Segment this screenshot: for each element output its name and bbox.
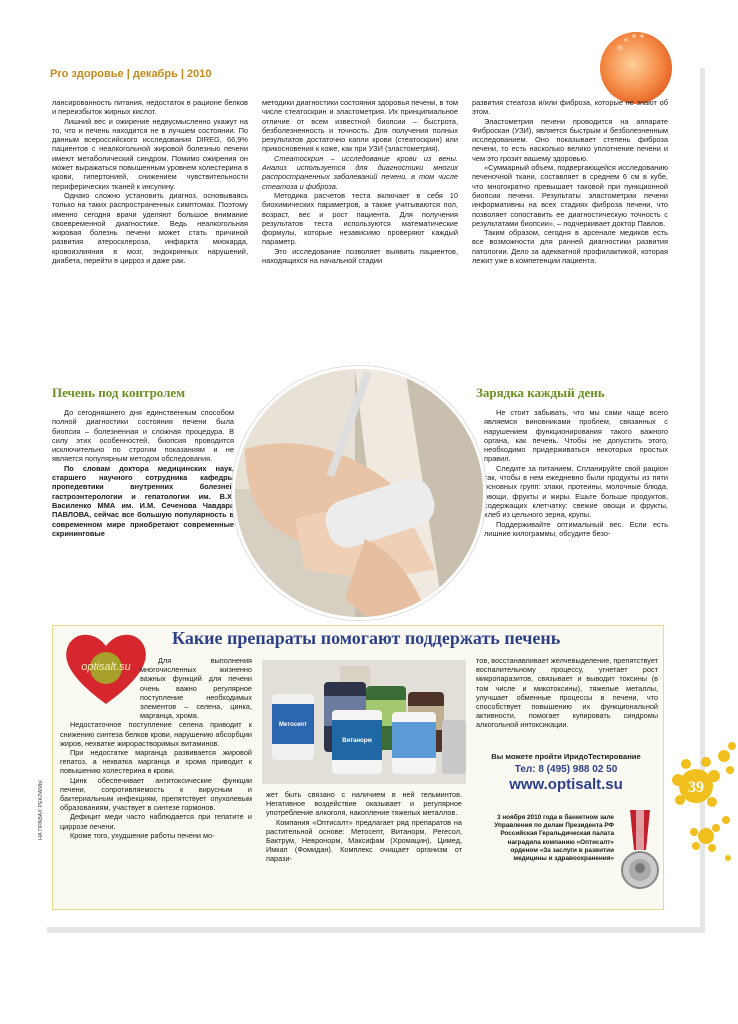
bottle-label-b: Витаноpм <box>342 738 372 744</box>
paragraph: Не стоит забывать, что мы сами чаще всего являемся виновниками проблем, связанных с нарушением функционирования такого важного органа, как печень. Чтобы не допустить этого, необходимо придерживаться некоторых простых правил. <box>484 408 668 464</box>
box-column-3 <box>476 656 658 730</box>
paragraph: жет быть связано с наличием в ней гельминтов. Негативное воздействие оказывает и регулярное употребление алкоголя, накопление тяжелых металлов. <box>266 790 462 818</box>
column-1-top <box>52 98 248 265</box>
column-2-top <box>262 98 458 265</box>
product-bottles <box>262 660 466 784</box>
paragraph: методики диагностики состояния здоровья печени, в том числе стеатоскрин и эластометрия. Их принципиальное отличие от всем известной биопсии – быстрота, безболезненность и точность. Для получения полных результатов достаточно капли крови (стеатоскрин) или прикосновения к коже, как при УЗИ (эластометрия). <box>262 98 458 154</box>
ultrasound-photo <box>232 366 486 620</box>
paragraph: Методика расчетов теста включает в себя 10 биохимических параметров, а также учитываются пол, возраст, вес и рост пациента. Для получения результатов теста используются математические формулы, которые независимо проверяют каждый параметр. <box>262 190 458 247</box>
paragraph: лансированность питания, недостаток в рационе белков и переизбыток жирных кислот. <box>52 98 248 117</box>
paragraph: Следите за питанием. Спланируйте свой рацион так, чтобы в нем ежедневно были продукты из пяти основных групп: злаки, протеины, молочные блюда, овощи, фрукты и жиры. Ешьте больше продуктов, содержащих клетчатку: свежие овощи и фрукты, хлеб из цельного зерна, крупы. <box>484 463 668 520</box>
paragraph: тов, восстанавливает желчевыделение, препятствует воспалительному процессу, угнетает рост микропаразитов, связывает и выводит токсины (в том числе и микотоксины), тяжелые металлы, улучшает обменные процессы в печени, что способствует повышению их функциональной активности, помогает купировать синдромы алкогольной интоксикации. <box>476 656 658 730</box>
paragraph: Поддерживайте оптимальный вес. Если есть лишние килограммы, обсудите безо- <box>484 519 668 538</box>
product-photo <box>262 660 466 784</box>
heading-daily-exercise: Зарядка каждый день <box>476 385 605 400</box>
advertising-label: НА ПРАВАХ РЕКЛАМЫ <box>38 780 44 840</box>
flower-ornament <box>666 740 738 870</box>
paragraph: Лишний вес и ожирение недвусмысленно укажут на то, что и печень находится не в лучшем состоянии. По данным всероссийского исследования DIREG, 66,9% пациентов с неалкогольной жировой болезнью печени имеют метаболический синдром. Помимо ожирения он может выражаться повышенным уровнем холестерина в крови, гипертонией, снижением чувствительности периферических тканей к инсулину. <box>52 116 248 191</box>
paragraph: Дефицит меди часто наблюдается при гепатите и циррозе печени. <box>60 812 252 831</box>
paragraph: Это исследование позволяет выявить пациентов, находящихся на начальной стадии <box>262 246 458 266</box>
box-column-1 <box>60 656 252 840</box>
paragraph: Кроме того, ухудшение работы печени мо- <box>70 830 215 840</box>
bottle-label-a: Метосепт <box>279 722 307 728</box>
paragraph: Стеатоскрин – исследование крови из вены. Анализ используется для диагностики многих распространенных заболеваний печени, в том числе стеатоза и фиброза. <box>262 153 458 191</box>
paragraph: Однако сложно установить диагноз, основываясь только на таких распространенных симптомах. Поэтому именно сегодня врачи уделяют большое внимание своевременной диагностике. Ведь неалкогольная жировая болезнь печени может стать причиной развития атеросклероза, инфаркта миокарда, кровоизлияния в мозг, эндокринных нарушений, диабета, перейти в цирроз и даже рак. <box>52 190 248 266</box>
paragraph: развития стеатоза и/или фиброза, которые не знают об этом. <box>472 98 668 117</box>
page-header: Pro здоровье | декабрь | 2010 <box>50 68 212 80</box>
website-link[interactable]: www.optisalt.su <box>509 776 623 793</box>
box-column-2 <box>266 790 462 864</box>
paragraph: До сегодняшнего дня единственным способом полной диагностики состояния печени была биопсия – болезненная и сложная процедура. В силу этих особенностей, биопсия проводится исключительно по строгим показаниям и не является популярным методом обследования. <box>52 408 234 464</box>
page-number: 39 <box>688 779 704 796</box>
paragraph: Эластометрия печени проводится на аппарате Фиброскан (УЗИ), является быстрым и безболезненным исследованием. Оно показывает степень фиброза печени, то есть насколько велико уплотнение печени и чем это грозит вашему здоровью. <box>472 116 668 163</box>
paragraph: Компания «Оптисалт» предлагает ряд препаратов на растительной основе: Метосепт, Витаноpм, Регесол, Бактрум, Невроноpм, Максифам (Хромацин), Цимед, Имкап (Фомидан). Комплекс очищает организм от парази- <box>266 817 462 864</box>
paragraph: Для выполнения многочисленных жизненно важных функций для печени очень важно регулярное поступление необходимых элементов – селена, цинка, марганца, хрома. <box>140 656 252 721</box>
contact-ad <box>476 752 656 793</box>
paragraph: «Суммарный объем, подвергающейся исследованию печеночной ткани, составляет в среднем 6 см в кубе, что многократно превышает таковой при пункционной биопсии печени. Результаты эластометрии печени информативны на всех стадиях фиброза печени, что позволяет сопоставить ее диагностическую точность с результатами биопсии», – подчеркивает доктор Павлов. <box>472 163 668 228</box>
ultrasound-illustration <box>235 369 486 620</box>
paragraph: Цинк обеспечивает антитоксические функции печени, сопротивляемость к вирусным и бактериальным инфекциям, препятствует опухолевым образованиям, участвует в синтезе гормонов. <box>60 775 252 813</box>
column-left-mid <box>52 408 234 538</box>
paragraph: Недостаточное поступление селена приводит к снижению синтеза белков крови, нарушению абсорбции жиров, нехватке жирорастворимых витаминов. <box>60 720 252 748</box>
medal-icon <box>618 810 662 894</box>
phone-number: Тел: 8 (495) 988 02 50 <box>514 764 618 775</box>
box-title: Какие препараты помогают поддержать печень <box>172 628 561 648</box>
paragraph: По словам доктора медицинских наук, старшего научного сотрудника кафедры пропедевтики внутренних болезней гастроэнтерологии и гепатологии им. В.Х. Василенко ММА им. И.М. Сеченова Чавдара ПАВЛОВА, сейчас все большую популярность в современном мире приобретают современные скрининговые <box>52 463 234 538</box>
heart-logo-text: optisalt.su <box>81 661 131 673</box>
column-right-mid <box>484 408 668 538</box>
award-text: 3 ноября 2010 года в банкетном зале Управления по делам Президента РФ Российская Геральдическая палата наградила компанию «Оптисалт» орденом «За заслуги в развитии медицины и здравоохранения» <box>494 814 614 863</box>
heading-liver-control: Печень под контролем <box>52 385 186 400</box>
iridotest-line: Вы можете пройти ИридоТестирование <box>491 752 641 761</box>
orange-ball-ornament <box>590 18 700 108</box>
paragraph: При недостатке марганца развивается жировой гепатоз, а нехватка марганца и хрома приводит к повышению холестерина в крови. <box>60 748 252 776</box>
column-3-top <box>472 98 668 265</box>
paragraph: Таким образом, сегодня в арсенале медиков есть все возможности для ранней диагностики развития патологии. Дело за адекватной профилактикой, которая лежит уже в компетенции пациента. <box>472 228 668 266</box>
